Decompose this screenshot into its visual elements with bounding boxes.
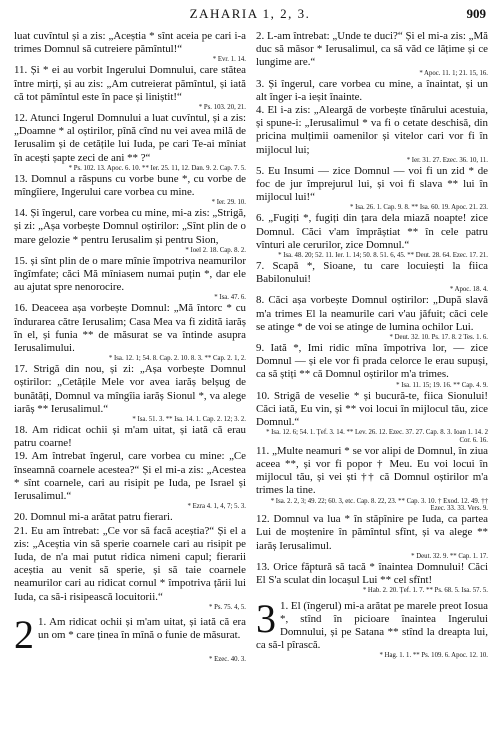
verse-text: 21. Eu am întrebat: „Ce vor să facă aceștia?“ Și el a zis: „Aceștia vin să sperie coarnele cari au risipit pe Iuda, de n'a mai putut ridica nimeni capul; fierarii aceștia au venit să sperie, și să taie coarnele neamurilor cari au ridicat cornul * împotriva țării lui Iuda, ca să-i risipească locuitorii.“ (14, 524, 246, 603)
verse-text: 16. Deaceea așa vorbește Domnul: „Mă întorc * cu îndurarea către Ierusalim; Casa Mea va fi zidită iarăș în el, și funia ** de măsurat se va întinde asupra Ierusalimului. (14, 302, 246, 355)
running-title: ZAHARIA 1, 2, 3. (189, 6, 311, 21)
verse-text: 19. Am întrebat îngerul, care vorbea cu mine: „Ce înseamnă coarnele acestea?“ Și el mi-a zis: „Acestea * sînt coarnele, cari au risipit pe Iuda, pe Israel și Ierusalimul.“ (14, 450, 246, 503)
cross-reference-note: * Ps. 102. 13. Apoc. 6. 10. ** Ier. 25. 11, 12. Dan. 9. 2. Cap. 7. 5. (68, 164, 246, 172)
verse-text: 7. Scapă *, Sioane, tu care locuiești la fiica Babilonului! (256, 260, 488, 286)
cross-reference-note: * Ier. 29. 10. (211, 199, 246, 207)
verse-text: 20. Domnul mi-a arătat patru fierari. (14, 511, 173, 524)
verse-text: 13. Orice făptură să tacă * înaintea Domnului! Căci El S'a sculat din locașul Lui ** cel sfînt! (256, 560, 488, 586)
chapter-number: 3 (256, 595, 276, 641)
cross-reference-note: * Apoc. 18. 4. (449, 286, 488, 294)
verse-text: 11. Și * ei au vorbit Ingerului Domnului, care stătea între mirți, și au zis: „Am cutreierat pămîntul, și iată că tot pămîntul este în pace și liniștit!“ (14, 64, 246, 103)
cross-reference-note: * Ier. 31. 27. Ezec. 36. 10, 11. (406, 156, 488, 164)
chapter-start (256, 595, 488, 653)
cross-reference-note: * Hag. 1. 1. ** Ps. 109. 6. Apoc. 12. 10. (379, 652, 488, 660)
verse-text: 11. „Multe neamuri * se vor alipi de Domnul, în ziua aceea **, și vor fi popor † Meu. Eu voi locui în mijlocul tău, și vei ști †† că Domnul oștirilor m'a trimes la tine. (256, 444, 488, 497)
cross-reference-note: * Ps. 103. 20, 21. (198, 104, 246, 112)
verse-text: 15. și sînt plin de o mare mînie împotriva neamurilor îngîmfate; căci Mă mîniasem numai puțin *, dar ele au ajutat spre nenorocire. (14, 254, 246, 294)
cross-reference-note: * Isa. 26. 1. Cap. 9. 8. ** Isa. 60. 19. Apoc. 21. 23. (349, 204, 488, 212)
cross-reference-note: * Ezec. 40. 3. (209, 656, 246, 664)
chapter-number: 2 (14, 612, 34, 658)
verse-text: 9. Iată *, Imi ridic mîna împotriva lor, — zice Domnul — și ele vor fi prada celorce le erau supuși, ca să știți ** că Domnul oștirilor m'a trimes. (256, 342, 488, 381)
cross-reference-note: * Deut. 32. 9. ** Cap. 1. 17. (411, 552, 488, 560)
verse-text: luat cuvîntul și a zis: „Aceștia * sînt aceia pe cari i-a trimes Domnul să cutreiere pămîntul!“ (14, 30, 246, 56)
verse-text: 18. Am ridicat ochii și m'am uitat, și iată că erau patru coarne! (14, 424, 246, 450)
verse-text: 6. „Fugiți *, fugiți din țara dela miază noapte! zice Domnul. Căci v'am împrăștiat ** în cele patru vînturi ale cerurilor, zice Domnul.“ (256, 212, 488, 251)
cross-reference-note: * Isa. 11. 15; 19. 16. ** Cap. 4. 9. (396, 381, 488, 389)
page-header (0, 6, 500, 26)
verse-text: 4. El i-a zis: „Aleargă de vorbește tînărului acestuia, și spune-i: „Ierusalimul * va fi o cetate deschisă, din pricina mulțimii oamenilor și vitelor cari vor fi în mijlocul lui; (256, 104, 488, 156)
cross-reference-note: * Isa. 12. 1; 54. 8. Cap. 2. 10. 8. 3. ** Cap. 2. 1, 2. (108, 355, 246, 363)
verse-text: 3. Și îngerul, care vorbea cu mine, a înaintat, și un alt înger i-a ieșit înainte. (256, 77, 488, 103)
chapter-start (14, 612, 246, 658)
left-column (14, 30, 246, 664)
cross-reference-note: * Isa. 48. 20; 52. 11. Ier. 1. 14; 50. 8. 51. 6, 45. ** Deut. 28. 64. Ezec. 17. 21. (278, 252, 488, 260)
verse-text: 2. L-am întrebat: „Unde te duci?“ Și el mi-a zis: „Mă duc să măsor * Ierusalimul, ca să văd ce lățime și ce lungime are.“ (256, 30, 488, 69)
cross-reference-note: * Hab. 2. 20. Țef. 1. 7. ** Ps. 68. 5. Isa. 57. 5. (362, 587, 488, 595)
right-column (256, 30, 488, 660)
cross-reference-note: * Ezra 4. 1, 4, 7; 5. 3. (187, 503, 246, 511)
cross-reference-note: * Isa. 47. 6. (214, 294, 246, 302)
verse-text: 14. Și îngerul, care vorbea cu mine, mi-a zis: „Strigă, și zi: „Așa vorbește Domnul oștirilor: „Sînt plin de o mare gelozie * pentru Ierusalim și pentru Sion, (14, 207, 246, 246)
verse-text: 5. Eu Insumi — zice Domnul — voi fi un zid * de foc de jur împrejurul lui, și voi fi slava ** lui în mijlocul lui!“ (256, 164, 488, 204)
cross-reference-note: * Isa. 2. 2, 3; 49. 22; 60. 3, etc. Cap. 8. 22, 23. ** Cap. 3. 10. † Exod. 12. 49. †† Ezec. 33. 33. Vers. 9. (270, 497, 488, 513)
verse-text: 13. Domnul a răspuns cu vorbe bune *, cu vorbe de mîngîiere, Ingerului care vorbea cu mine. (14, 172, 246, 199)
verse-text: 1. Am ridicat ochii și m'am uitat, și iată că era un om * care ținea în mînă o funie de măsurat. (38, 616, 246, 642)
verse-text: 8. Căci așa vorbește Domnul oștirilor: „După slavă m'a trimes El la neamurile cari v'au jăfuit; căci cele se atinge * de voi se atinge de lumina ochilor Lui. (256, 294, 488, 333)
cross-reference-note: * Ioel 2. 18. Cap. 8. 2. (185, 246, 246, 254)
verse-text: 10. Strigă de veselie * și bucură-te, fiica Sionului! Căci iată, Eu vin, și ** voi locui în mijlocul tău, zice Domnul.“ (256, 389, 488, 429)
page-number: 909 (466, 6, 486, 21)
cross-reference-note: * Deut. 32. 10. Ps. 17. 8. 2 Tes. 1. 6. (389, 334, 488, 342)
verse-text: 12. Domnul va lua * în stăpînire pe Iuda, ca partea Lui de moștenire în pămîntul sfînt, și va alege ** iarăș Ierusalimul. (256, 513, 488, 552)
cross-reference-note: * Ps. 75. 4, 5. (208, 603, 246, 611)
verse-text: 17. Strigă din nou, și zi: „Așa vorbește Domnul oștirilor: „Cetățile Mele vor avea iarăș belșug de bunătăți, Domnul va mîngîia iarăș Sionul *, va alege iarăș ** Ierusalimul.“ (14, 363, 246, 415)
cross-reference-note: * Evr. 1. 14. (212, 56, 246, 64)
verse-text: 1. El (îngerul) mi-a arătat pe marele preot Iosua *, stînd în picioare înaintea Ingerului Domnului, și pe Satana ** stînd la dreapta lui, ca să-l pîrască. (256, 599, 488, 652)
cross-reference-note: * Isa. 51. 3. ** Isa. 14. 1. Cap. 2. 12; 3. 2. (132, 416, 246, 424)
verse-text: 12. Atunci Ingerul Domnului a luat cuvîntul, și a zis: „Doamne * al oștirilor, pînă cînd nu vei avea milă de Ierusalim și de cetățile lui Iuda, pe cari Te-ai mîniat în acești șapte zeci de ani ** ?“ (14, 112, 246, 164)
cross-reference-note: * Isa. 12. 6; 54. 1. Țef. 3. 14. ** Lev. 26. 12. Ezec. 37. 27. Cap. 8. 3. Ioan 1. 14. 2 Cor. 6. 16. (266, 429, 488, 444)
cross-reference-note: * Apoc. 11. 1; 21. 15, 16. (419, 69, 488, 77)
